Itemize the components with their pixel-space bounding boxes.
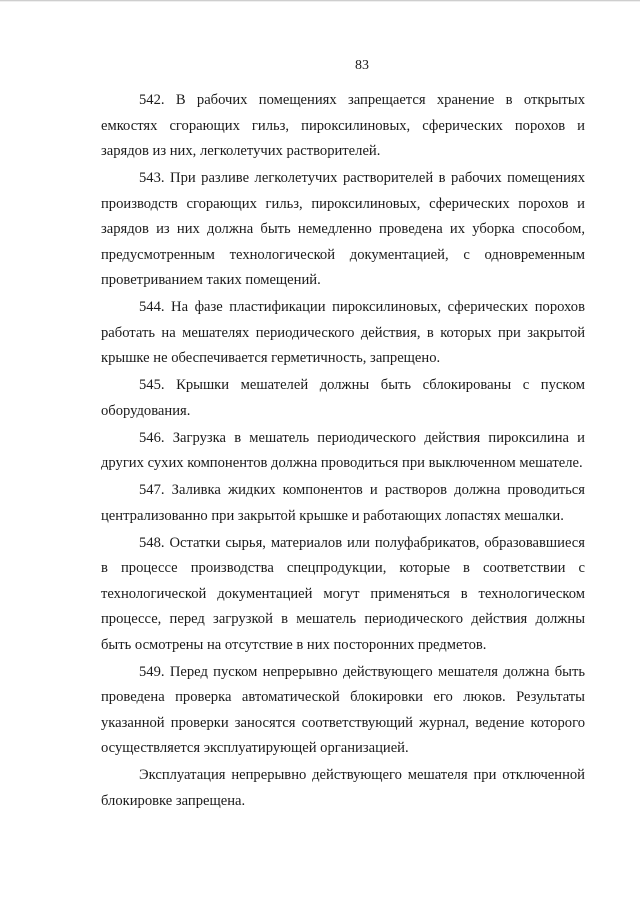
paragraph-548: 548. Остатки сырья, материалов или полуфабрикатов, образовавшиеся в процессе производства спецпродукции, которые в соответствии с технологической документацией могут применяться в технологическом процессе, перед загрузкой в мешатель периодического действия должны быть осмотрены на отсутствие в них посторонних предметов. <box>101 534 585 653</box>
paragraph-549: 549. Перед пуском непрерывно действующего мешателя должна быть проведена проверка автоматической блокировки его люков. Результаты указанной проверки заносятся соответствующий журнал, ведение которого осуществляется эксплуатирующей организацией. <box>101 663 585 756</box>
page-edge-shadow <box>0 0 640 2</box>
paragraph-549-continuation: Эксплуатация непрерывно действующего мешателя при отключенной блокировке запрещена. <box>101 767 585 809</box>
paragraph-547: 547. Заливка жидких компонентов и растворов должна проводиться централизованно при закрытой крышке и работающих лопастях мешалки. <box>101 482 585 524</box>
document-body <box>101 88 585 816</box>
paragraph-543: 543. При разливе легколетучих растворителей в рабочих помещениях производств сгорающих гильз, пироксилиновых, сферических порохов и зарядов из них должна быть немедленно проведена их уборка способом, предусмотренным технологической документацией, с одновременным проветриванием таких помещений. <box>101 170 585 288</box>
paragraph-545: 545. Крышки мешателей должны быть сблокированы с пуском оборудования. <box>101 377 585 419</box>
page-number: 83 <box>355 58 369 73</box>
paragraph-542: 542. В рабочих помещениях запрещается хранение в открытых емкостях сгорающих гильз, пироксилиновых, сферических порохов и зарядов из них, легколетучих растворителей. <box>101 92 585 159</box>
paragraph-544: 544. На фазе пластификации пироксилиновых, сферических порохов работать на мешателях периодического действия, в которых при закрытой крышке не обеспечивается герметичность, запрещено. <box>101 299 585 366</box>
paragraph-546: 546. Загрузка в мешатель периодического действия пироксилина и других сухих компонентов должна проводиться при выключенном мешателе. <box>101 429 585 471</box>
